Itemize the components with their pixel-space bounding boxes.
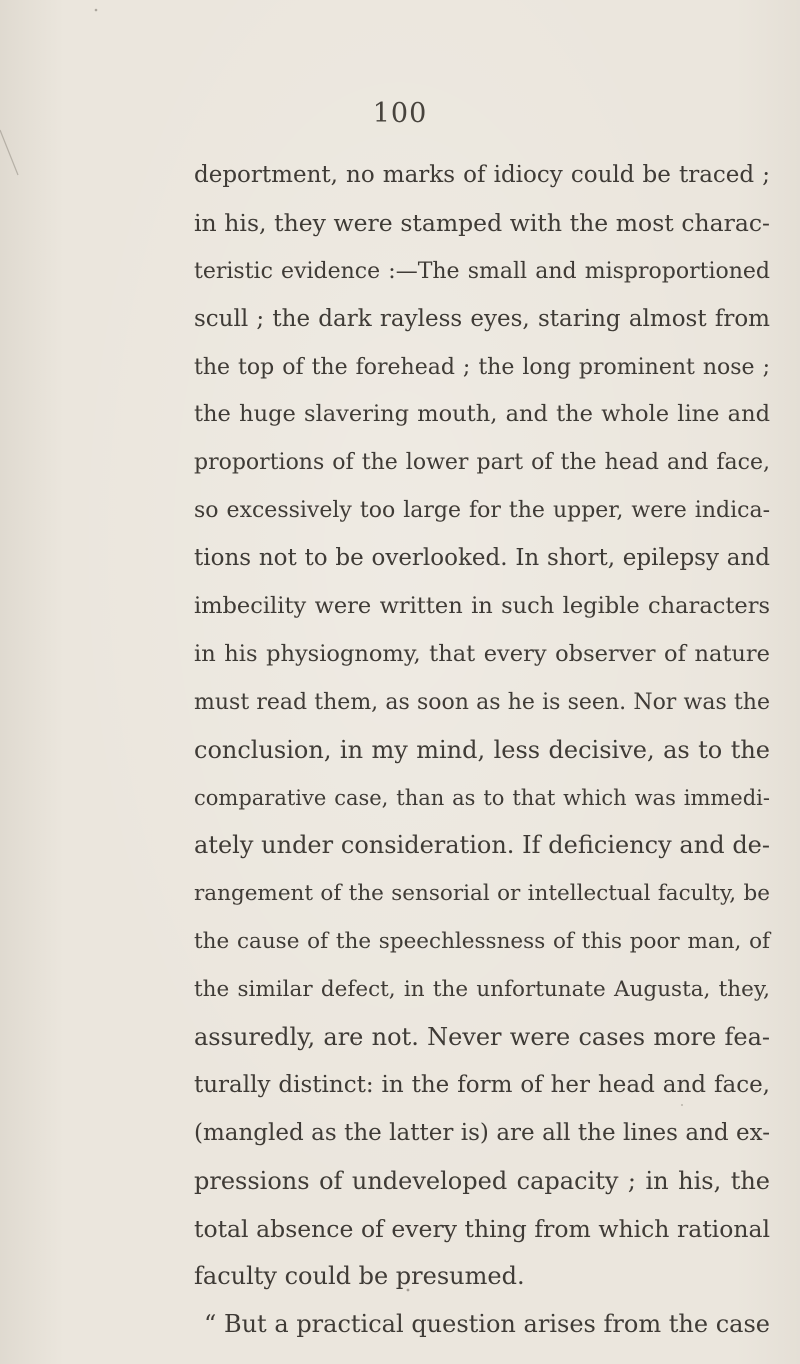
text-line: total absence of every thing from which rational <box>194 1214 770 1243</box>
text-line: the top of the forehead ; the long prominent nose ; <box>194 354 770 380</box>
text-line: scull ; the dark rayless eyes, staring almost from <box>194 305 770 332</box>
text-line: (mangled as the latter is) are all the lines and ex- <box>194 1119 770 1146</box>
page-number: 100 <box>372 98 428 129</box>
text-line: imbecility were written in such legible characters <box>194 593 770 620</box>
text-line: the similar defect, in the unfortunate Augusta, they, <box>194 977 770 1003</box>
text-line: teristic evidence :—The small and misproportioned <box>194 258 770 284</box>
text-line: assuredly, are not. Never were cases more fea- <box>194 1023 770 1052</box>
text-line: must read them, as soon as he is seen. Nor was the <box>194 689 770 715</box>
text-line: proportions of the lower part of the head and face, <box>194 450 770 476</box>
text-line: in his physiognomy, that every observer of nature <box>194 640 770 667</box>
text-line: deportment, no marks of idiocy could be traced ; <box>194 162 770 188</box>
text-line: turally distinct: in the form of her head and face, <box>194 1071 770 1098</box>
text-line: the cause of the speechlessness of this poor man, of <box>194 929 770 955</box>
text-line: tions not to be overlooked. In short, epilepsy and <box>194 545 770 572</box>
text-line-paragraph-start: “ But a practical question arises from the case <box>204 1310 770 1339</box>
text-line: so excessively too large for the upper, were indica- <box>194 498 770 524</box>
text-line: in his, they were stamped with the most charac- <box>194 208 770 237</box>
text-line-paragraph-end: faculty could be presumed. <box>194 1262 525 1291</box>
text-line: comparative case, than as to that which was immedi- <box>194 785 770 810</box>
text-line: the huge slavering mouth, and the whole line and <box>194 401 770 428</box>
text-line: ately under consideration. If deficiency and de- <box>194 831 770 860</box>
text-line: pressions of undeveloped capacity ; in his, the <box>194 1166 770 1195</box>
text-line: conclusion, in my mind, less decisive, as to the <box>194 735 770 764</box>
page-body-text <box>194 152 770 1349</box>
text-line: rangement of the sensorial or intellectual faculty, be <box>194 881 770 907</box>
